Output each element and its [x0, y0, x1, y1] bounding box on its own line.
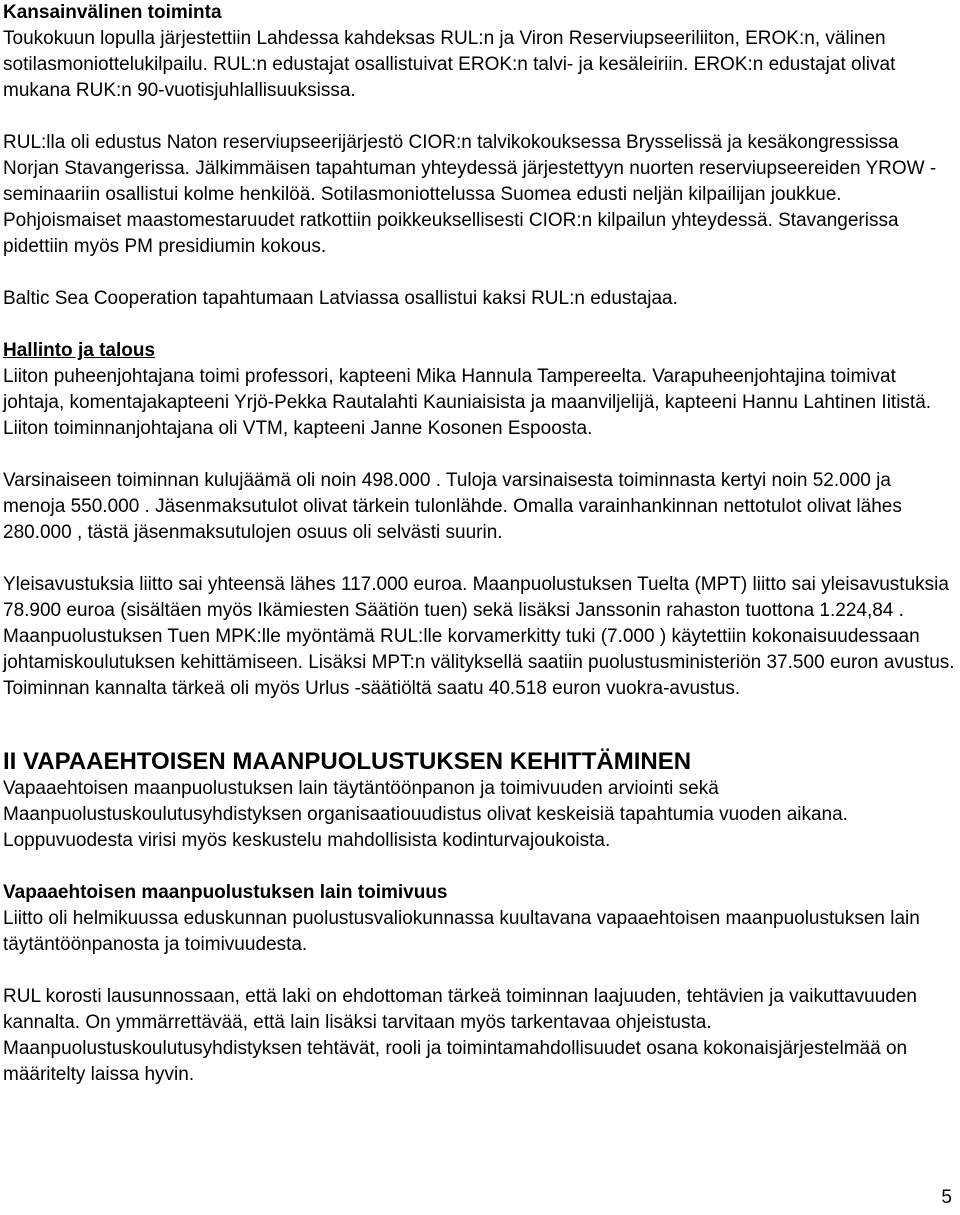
section-heading: Hallinto ja talous [3, 340, 156, 361]
spacer [3, 546, 958, 572]
section-heading: Kansainvälinen toiminta [3, 2, 222, 23]
paragraph: RUL korosti lausunnossaan, että laki on ehdottoman tärkeä toiminnan laajuuden, tehtävien ja vaikuttavuuden kannalta. On ymmärrettävää, että lain lisäksi tarvitaan myös tarkentavaa ohjeistusta. Maanpuolustuskoulutusyhdistyksen tehtävät, rooli ja toimintamahdollisuudet osana kokonaisjärjestelmää on määritelty laissa hyvin. [3, 986, 917, 1085]
section-law [3, 880, 958, 1088]
chapter-heading: II VAPAAEHTOISEN MAANPUOLUSTUKSEN KEHITTÄMINEN [3, 748, 692, 775]
paragraph: Liitto oli helmikuussa eduskunnan puolustusvaliokunnassa kuultavana vapaaehtoisen maanpuolustuksen lain täytäntöönpanosta ja toimivuudesta. [3, 908, 920, 955]
spacer [3, 958, 958, 984]
spacer [3, 312, 958, 338]
section-international [3, 0, 958, 312]
spacer [3, 442, 958, 468]
paragraph: Baltic Sea Cooperation tapahtumaan Latviassa osallistui kaksi RUL:n edustajaa. [3, 288, 678, 309]
section-admin [3, 338, 958, 702]
section-heading: Vapaaehtoisen maanpuolustuksen lain toimivuus [3, 882, 448, 903]
paragraph: Toukokuun lopulla järjestettiin Lahdessa kahdeksas RUL:n ja Viron Reserviupseeriliiton, EROK:n, välinen sotilasmoniottelukilpailu. RUL:n edustajat osallistuivat EROK:n talvi- ja kesäleiriin. EROK:n edustajat olivat mukana RUK:n 90-vuotisjuhlallisuuksissa. [3, 28, 896, 101]
paragraph: Vapaaehtoisen maanpuolustuksen lain täytäntöönpanon ja toimivuuden arviointi sekä Maanpuolustuskoulutusyhdistyksen organisaatiouudistus olivat keskeisiä tapahtumia vuoden aikana. Loppuvuodesta virisi myös keskustelu mahdollisista kodinturvajoukoista. [3, 778, 848, 851]
paragraph: Varsinaiseen toiminnan kulujäämä oli noin 498.000 . Tuloja varsinaisesta toiminnasta kertyi noin 52.000 ja menoja 550.000 . Jäsenmaksutulot olivat tärkein tulonlähde. Omalla varainhankinnan nettotulot olivat lähes 280.000 , tästä jäsenmaksutulojen osuus oli selvästi suurin. [3, 470, 902, 543]
paragraph: Yleisavustuksia liitto sai yhteensä lähes 117.000 euroa. Maanpuolustuksen Tuelta (MPT) liitto sai yleisavustuksia 78.900 euroa (sisältäen myös Ikämiesten Säätiön tuen) sekä lisäksi Janssonin rahaston tuottona 1.224,84 . Maanpuolustuksen Tuen MPK:lle myöntämä RUL:lle korvamerkitty tuki (7.000 ) käytettiin kokonaisuudessaan johtamiskoulutuksen kehittämiseen. Lisäksi MPT:n välityksellä saatiin puolustusministeriön 37.500 euron avustus. Toiminnan kannalta tärkeä oli myös Urlus -säätiöltä saatu 40.518 euron vuokra-avustus. [3, 574, 955, 699]
spacer [3, 702, 958, 748]
section-chapter-ii [3, 748, 958, 854]
page-number: 5 [941, 1187, 952, 1208]
spacer [3, 104, 958, 130]
document-body [3, 0, 958, 1088]
paragraph: RUL:lla oli edustus Naton reserviupseerijärjestö CIOR:n talvikokouksessa Brysselissä ja kesäkongressissa Norjan Stavangerissa. Jälkimmäisen tapahtuman yhteydessä järjestettyyn nuorten reserviupseereiden YROW -seminaariin osallistui kolme henkilöä. Sotilasmoniottelussa Suomea edusti neljän kilpailijan joukkue. Pohjoismaiset maastomestaruudet ratkottiin poikkeuksellisesti CIOR:n kilpailun yhteydessä. Stavangerissa pidettiin myös PM presidiumin kokous. [3, 132, 937, 257]
paragraph: Liiton puheenjohtajana toimi professori, kapteeni Mika Hannula Tampereelta. Varapuheenjohtajina toimivat johtaja, komentajakapteeni Yrjö-Pekka Rautalahti Kauniaisista ja maanviljelijä, kapteeni Hannu Lahtinen Iitistä. Liiton toiminnanjohtajana oli VTM, kapteeni Janne Kosonen Espoosta. [3, 366, 932, 439]
spacer [3, 854, 958, 880]
spacer [3, 260, 958, 286]
